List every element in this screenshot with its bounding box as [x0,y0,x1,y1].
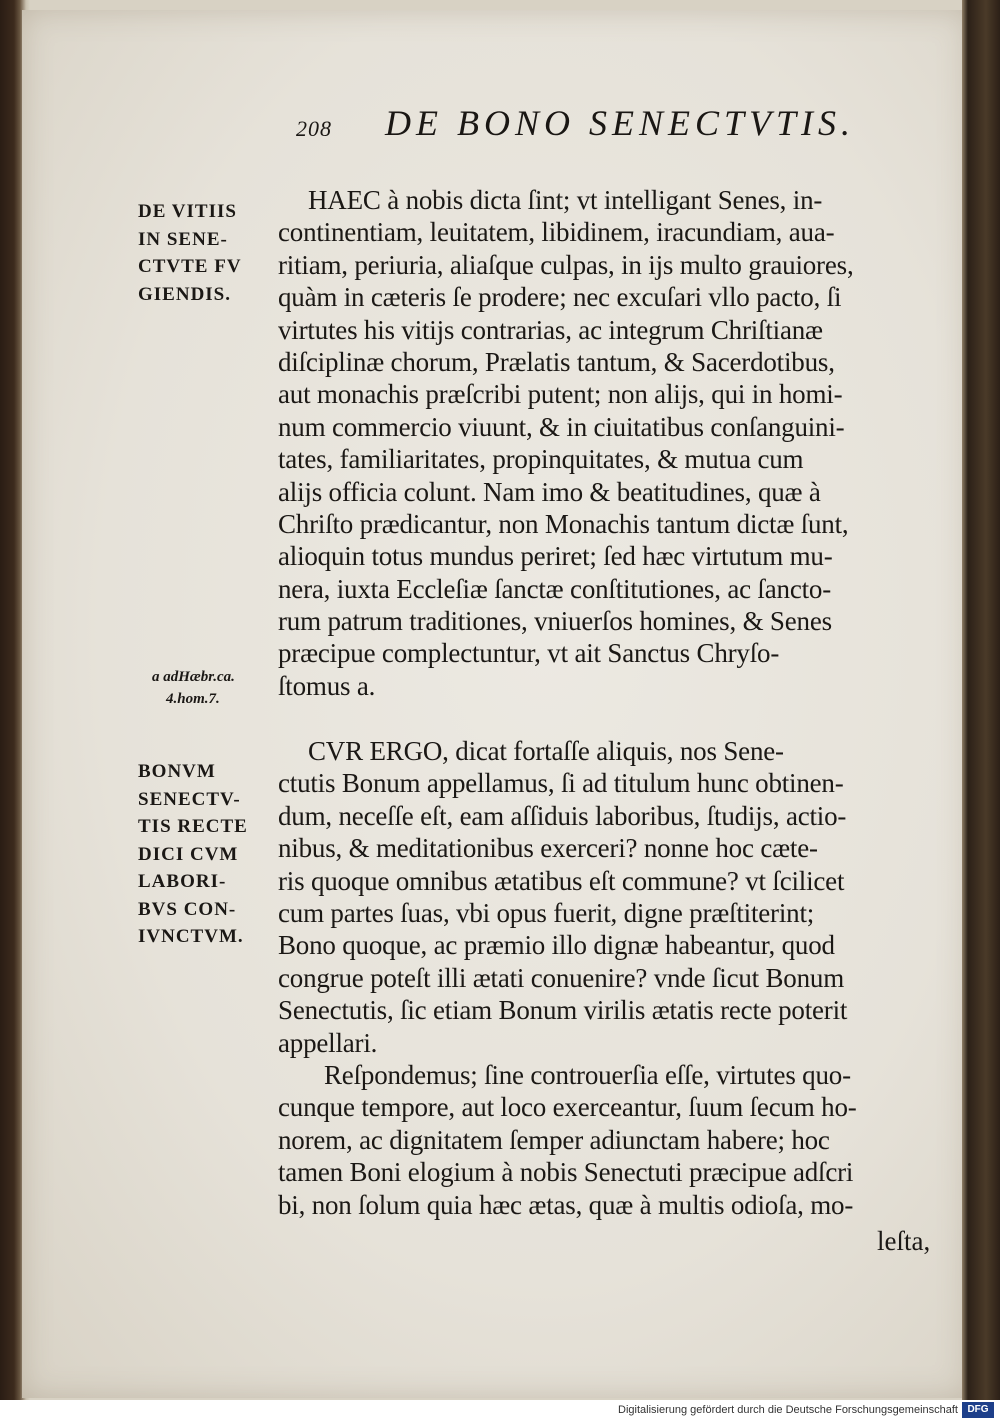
text-line: diſciplinæ chorum, Prælatis tantum, & Sacerdotibus, [278,346,835,377]
text-line: ctutis Bonum appellamus, ſi ad titulum hunc obtinen- [278,768,844,799]
sidenote-line: DE VITIIS [138,201,237,222]
text-line: rum patrum traditiones, vniuerſos homines, & Senes [278,606,832,637]
page-header [290,102,930,146]
text-line: virtutes his vitijs contrarias, ac integrum Chriſtianæ [278,314,823,345]
text-line: HAEC à nobis dicta ſint; vt intelligant Senes, in- [308,185,823,215]
text-line: tates, familiaritates, propinquitates, & mutua cum [278,444,804,475]
text-line: Chriſto prædicantur, non Monachis tantum dictæ ſunt, [278,508,849,539]
sidenote-line: 4.hom.7. [166,691,220,707]
sidenote-bonum [138,758,273,951]
dfg-logo: DFG [962,1402,994,1418]
text-line: norem, ac dignitatem ſemper adiunctam habere; hoc [278,1124,830,1155]
sidenote-line: a adHæbr.ca. [152,669,235,685]
sidenote-line: IVNCTVM. [138,926,244,947]
text-line: nibus, & meditationibus exerceri? nonne hoc cæte- [278,833,818,864]
sidenote-reference [152,666,287,710]
sidenote-line: SENECTV- [138,788,241,810]
text-line: aut monachis præſcribi putent; non alijs, qui in homi- [278,379,843,410]
text-line: cum partes ſuas, vbi opus fuerit, digne præſtiterint; [278,897,815,928]
funding-credit: Digitalisierung gefördert durch die Deutsche Forschungsgemeinschaft [618,1404,958,1416]
text-line: CVR ERGO, dicat fortaſſe aliquis, nos Sene- [308,736,784,766]
sidenote-line: CTVTE FV [138,256,242,277]
catchword: leſta, [877,1226,931,1256]
page-number: 208 [296,116,332,141]
sidenote-line: IN SENE- [138,228,228,250]
sidenote-line: BONVM [138,761,216,782]
book-binding-edge [962,0,1000,1400]
text-line: ritiam, periuria, aliaſque culpas, in ijs multo grauiores, [278,249,854,280]
text-line: Senectutis, ſic etiam Bonum virilis ætatis recte poterit [278,995,848,1026]
footer-bar [0,1400,1000,1421]
text-line: num commercio viuunt, & in ciuitatibus conſanguini- [278,411,845,442]
sidenote-line: TIS RECTE [138,816,248,837]
text-line: alioquin totus mundus periret; ſed hæc virtutum mu- [278,541,833,572]
paragraph-3 [278,1059,948,1221]
text-line: quàm in cæteris ſe prodere; nec excuſari vllo pacto, ſi [278,282,842,313]
text-line: nera, iuxta Eccleſiæ ſanctæ conſtitutiones, ac ſancto- [278,573,831,604]
text-line: tamen Boni elogium à nobis Senectuti præcipue adſcri [278,1157,854,1188]
text-line: bi, non ſolum quia hæc ætas, quæ à multis odioſa, mo- [278,1189,854,1220]
text-line: Reſpondemus; ſine controuerſia eſſe, virtutes quo- [324,1060,851,1090]
text-line: Bono quoque, ac præmio illo dignæ habeantur, quod [278,930,835,961]
text-line: appellari. [278,1027,378,1058]
text-line: cunque tempore, aut loco exerceantur, ſuum ſecum ho- [278,1092,857,1123]
sidenote-line: LABORI- [138,871,227,892]
sidenote-de-vitiis [138,198,273,308]
text-line: dum, neceſſe eſt, eam aſſiduis laboribus, ſtudijs, actio- [278,800,847,831]
text-line: alijs officia colunt. Nam imo & beatitudines, quæ à [278,476,821,507]
text-line: continentiam, leuitatem, libidinem, iracundiam, aua- [278,217,835,248]
sidenote-line: GIENDIS. [138,283,231,305]
paragraph-2 [278,735,948,1059]
text-line: præcipue complectuntur, vt ait Sanctus Chryſo- [278,638,780,669]
text-line: ſtomus a. [278,670,376,701]
text-line: congrue poteſt illi ætati conuenire? vnde ſicut Bonum [278,962,845,993]
running-title: DE BONO SENECTVTIS. [385,103,856,143]
text-line: ris quoque omnibus ætatibus eſt commune? vt ſcilicet [278,865,845,896]
sidenote-line: DICI CVM [138,843,239,865]
paragraph-1 [278,184,948,702]
sidenote-line: BVS CON- [138,898,237,920]
